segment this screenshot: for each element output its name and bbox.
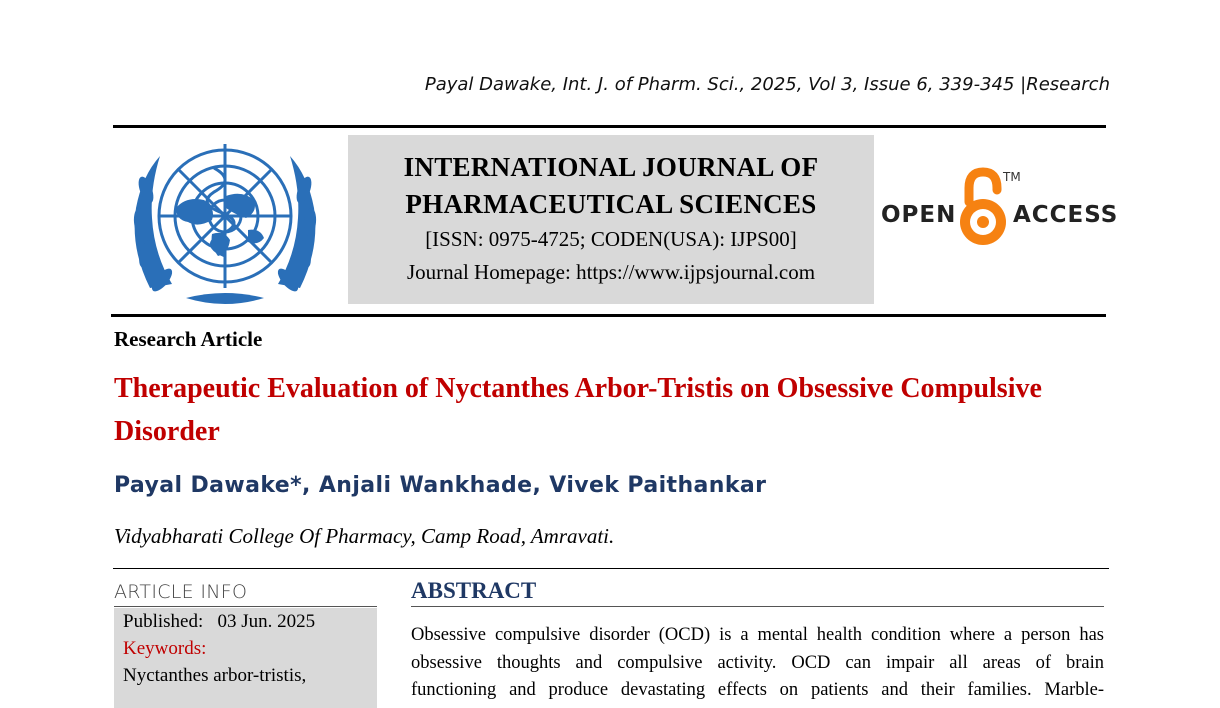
journal-title-line-1: INTERNATIONAL JOURNAL OF bbox=[403, 152, 819, 182]
article-info-heading: ARTICLE INFO bbox=[114, 581, 248, 603]
keywords-label: Keywords: bbox=[123, 638, 207, 659]
abstract-line: functioning and produce devastating effects on patients and their families. Marble- bbox=[411, 680, 1104, 700]
abstract-heading: ABSTRACT bbox=[411, 578, 537, 603]
abstract-line: Obsessive compulsive disorder (OCD) is a mental health condition where a person has bbox=[411, 625, 1104, 645]
trademark-mark: TM bbox=[1003, 170, 1021, 184]
article-type: Research Article bbox=[114, 327, 263, 351]
author-list: Payal Dawake*, Anjali Wankhade, Vivek Paithankar bbox=[114, 473, 767, 498]
published-date: 03 Jun. 2025 bbox=[217, 611, 316, 632]
article-title: Therapeutic Evaluation of Nyctanthes Arbor-Tristis on Obsessive Compulsive Disorder bbox=[114, 373, 1042, 447]
open-access-open-text: OPEN bbox=[881, 202, 957, 228]
affiliation: Vidyabharati College Of Pharmacy, Camp Road, Amravati. bbox=[114, 524, 615, 548]
journal-emblem-icon bbox=[126, 138, 324, 306]
journal-issn: [ISSN: 0975-4725; CODEN(USA): IJPS00] bbox=[425, 227, 797, 251]
running-head: Payal Dawake, Int. J. of Pharm. Sci., 2025, Vol 3, Issue 6, 339-345 |Research bbox=[424, 74, 1110, 95]
open-access-access-text: ACCESS bbox=[1013, 202, 1119, 228]
keywords-value: Nyctanthes arbor-tristis, bbox=[123, 665, 307, 686]
header-rule-bottom bbox=[111, 314, 1106, 317]
journal-title-line-2: PHARMACEUTICAL SCIENCES bbox=[405, 189, 817, 219]
published-label: Published: bbox=[123, 611, 204, 632]
published-row bbox=[123, 611, 315, 633]
section-divider bbox=[113, 568, 1109, 569]
abstract-rule bbox=[411, 606, 1104, 607]
abstract-line: obsessive thoughts and compulsive activity. OCD can impair all areas of brain bbox=[411, 652, 1104, 673]
article-info-box bbox=[114, 608, 377, 708]
article-info-rule bbox=[114, 606, 377, 607]
abstract-body bbox=[411, 622, 1104, 705]
journal-banner bbox=[348, 135, 874, 304]
header-rule-top bbox=[113, 125, 1106, 128]
journal-homepage: Journal Homepage: https://www.ijpsjournal.com bbox=[406, 260, 816, 284]
